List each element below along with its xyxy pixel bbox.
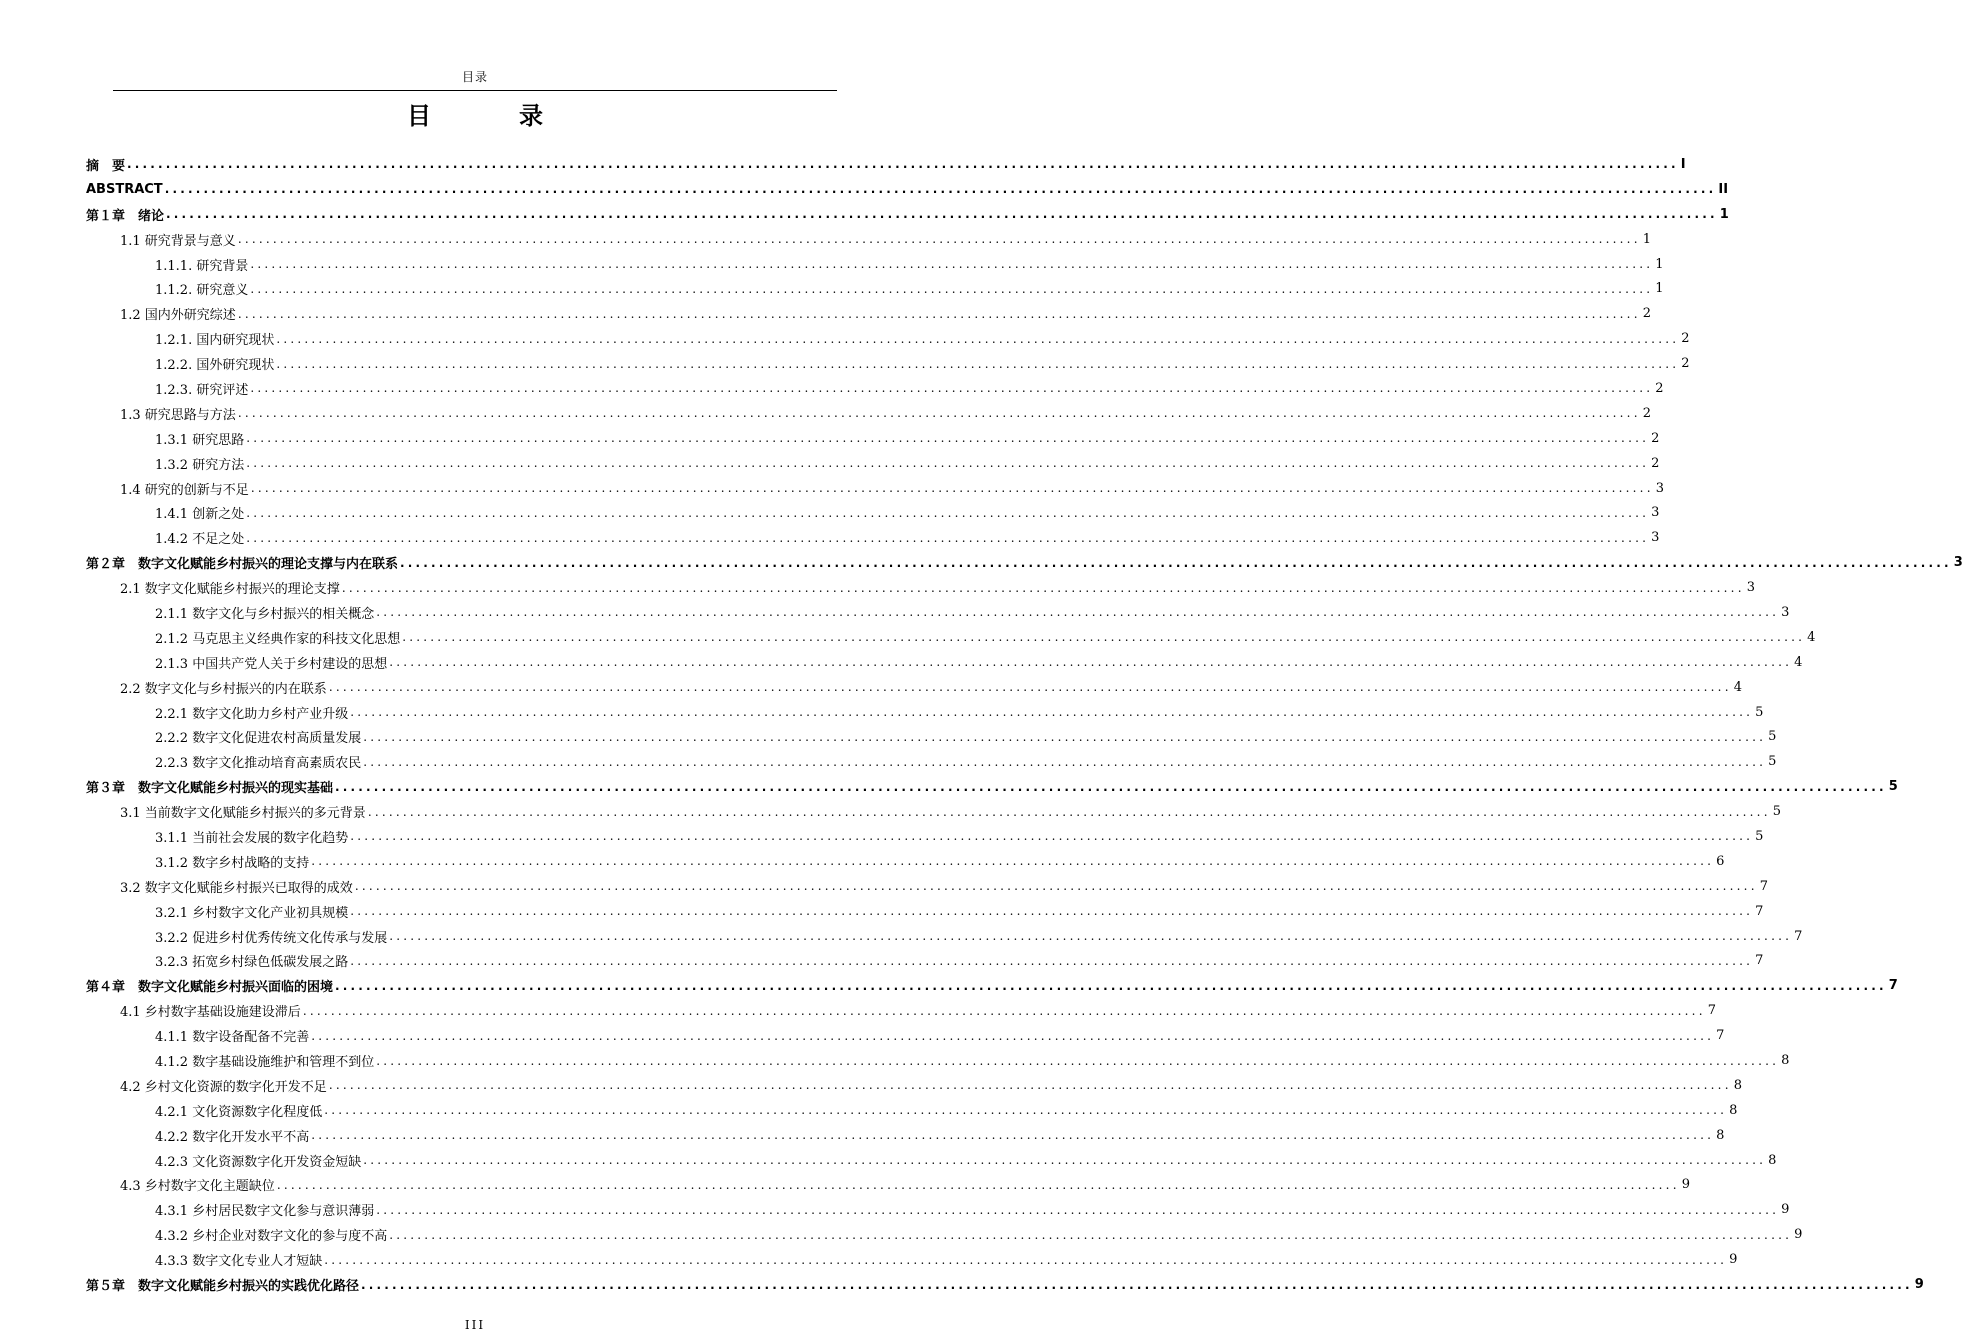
toc-entry-label: 第４章 数字文化赋能乡村振兴面临的困境 xyxy=(86,980,334,996)
toc-entry[interactable] xyxy=(86,1272,1924,1297)
toc-entry-page: 9 xyxy=(1729,1252,1738,1268)
toc-entry-page: 5 xyxy=(1768,754,1777,770)
toc-entry-label: 1.4 研究的创新与不足 xyxy=(120,482,249,498)
dot-leader: ........................................................................................................................................................................................................ xyxy=(324,1103,1728,1118)
toc-entry[interactable] xyxy=(86,749,1777,774)
dot-leader: ........................................................................................................................................................................................................ xyxy=(276,1177,1680,1192)
toc-entry[interactable] xyxy=(86,774,1898,799)
toc-entry-label: 4.2.1 文化资源数字化程度低 xyxy=(155,1104,323,1120)
toc-entry-page: 6 xyxy=(1716,853,1725,869)
toc-entry-label: 4.3.2 乡村企业对数字文化的参与度不高 xyxy=(155,1229,388,1245)
toc-entry-page: 9 xyxy=(1914,1277,1924,1293)
toc-entry-page: 8 xyxy=(1768,1152,1777,1168)
toc-entry-label: 3.1.2 数字乡村战略的支持 xyxy=(155,855,310,871)
dot-leader: ........................................................................................................................................................................................................ xyxy=(363,729,1767,744)
dot-leader: ........................................................................................................................................................................................................ xyxy=(250,481,1654,496)
dot-leader: ........................................................................................................................................................................................................ xyxy=(246,505,1650,520)
toc-entry-page: 3 xyxy=(1953,555,1963,571)
toc-entry[interactable] xyxy=(86,1073,1742,1098)
toc-entry-label: 3.1.1 当前社会发展的数字化趋势 xyxy=(155,830,349,846)
dot-leader: ........................................................................................................................................................................................................ xyxy=(302,1003,1706,1018)
toc-entry-page: 5 xyxy=(1772,804,1781,820)
dot-leader: ........................................................................................................................................................................................................ xyxy=(341,580,1745,595)
toc-entry-label: 2.1.1 数字文化与乡村振兴的相关概念 xyxy=(155,606,375,622)
toc-entry-label: 2.1.2 马克思主义经典作家的科技文化思想 xyxy=(155,631,401,647)
toc-entry-label: 1.2.3. 研究评述 xyxy=(155,382,249,398)
toc-entry-label: 2.1 数字文化赋能乡村振兴的理论支撑 xyxy=(120,582,340,598)
toc-entry-label: 4.1 乡村数字基础设施建设滞后 xyxy=(120,1005,301,1021)
toc-entry-page: 3 xyxy=(1746,580,1755,596)
dot-leader: ........................................................................................................................................................................................................ xyxy=(376,1202,1780,1217)
toc-entry-label: 摘 要 xyxy=(86,158,126,174)
dot-leader: ........................................................................................................................................................................................................ xyxy=(354,879,1758,894)
toc-entry-page: 1 xyxy=(1719,206,1729,222)
toc-entry-page: II xyxy=(1718,181,1729,197)
toc-entry-label: 1.2.1. 国内研究现状 xyxy=(155,333,275,349)
toc-entry-page: 4 xyxy=(1807,629,1816,645)
dot-leader: ........................................................................................................................................................................................................ xyxy=(363,1153,1767,1168)
toc-entry-label: 2.2 数字文化与乡村振兴的内在联系 xyxy=(120,681,327,697)
toc-entry-label: 3.2.3 拓宽乡村绿色低碳发展之路 xyxy=(155,955,349,971)
toc-entry-label: 3.2.2 促进乡村优秀传统文化传承与发展 xyxy=(155,930,388,946)
toc-entry-label: 1.3.1 研究思路 xyxy=(155,432,245,448)
dot-leader: ........................................................................................................................................................................................................ xyxy=(328,680,1732,695)
toc-entry[interactable] xyxy=(86,1098,1738,1123)
toc-entry[interactable] xyxy=(86,525,1660,550)
toc-entry-page: 7 xyxy=(1888,978,1898,994)
toc-entry-page: 7 xyxy=(1759,878,1768,894)
toc-entry-page: 7 xyxy=(1707,1003,1716,1019)
dot-leader: ........................................................................................................................................................................................................ xyxy=(335,779,1887,794)
toc-entry[interactable] xyxy=(86,451,1660,476)
dot-leader: ........................................................................................................................................................................................................ xyxy=(237,406,1641,421)
toc-entry-label: 3.1 当前数字文化赋能乡村振兴的多元背景 xyxy=(120,806,366,822)
dot-leader: ........................................................................................................................................................................................................ xyxy=(350,705,1754,720)
toc-entry-label: 2.2.1 数字文化助力乡村产业升级 xyxy=(155,706,349,722)
dot-leader: ........................................................................................................................................................................................................ xyxy=(246,456,1650,471)
toc-entry-page: 8 xyxy=(1716,1127,1725,1143)
toc-entry[interactable] xyxy=(86,824,1764,849)
toc-entry-page: 1 xyxy=(1642,231,1651,247)
dot-leader: ........................................................................................................................................................................................................ xyxy=(324,1252,1728,1267)
toc-entry[interactable] xyxy=(86,1148,1777,1173)
toc-entry-page: 2 xyxy=(1681,331,1690,347)
toc-entry[interactable] xyxy=(86,849,1725,874)
dot-leader: ........................................................................................................................................................................................................ xyxy=(311,1128,1715,1143)
toc-entry-label: 4.2.2 数字化开发水平不高 xyxy=(155,1129,310,1145)
dot-leader: ........................................................................................................................................................................................................ xyxy=(400,555,1952,570)
dot-leader: ........................................................................................................................................................................................................ xyxy=(376,605,1780,620)
toc-entry[interactable] xyxy=(86,973,1898,998)
dot-leader: ........................................................................................................................................................................................................ xyxy=(367,804,1771,819)
toc-entry-page: 2 xyxy=(1651,430,1660,446)
toc-entry-label: 第１章 绪论 xyxy=(86,208,165,224)
toc-entry-page: 8 xyxy=(1781,1053,1790,1068)
toc-entry[interactable] xyxy=(86,1173,1690,1198)
toc-entry-page: 4 xyxy=(1733,679,1742,695)
dot-leader: ........................................................................................................................................................................................................ xyxy=(237,306,1641,321)
toc-entry[interactable] xyxy=(86,675,1742,700)
toc-entry[interactable] xyxy=(86,874,1768,899)
toc-entry-page: 2 xyxy=(1681,356,1690,372)
dot-leader: ........................................................................................................................................................................................................ xyxy=(402,630,1806,645)
toc-entry-page: 5 xyxy=(1768,729,1777,745)
toc-entry[interactable] xyxy=(86,625,1816,650)
page-title: 目 录 xyxy=(407,102,575,130)
toc-entry-page: 4 xyxy=(1794,654,1803,670)
toc-entry[interactable] xyxy=(86,998,1716,1023)
toc-entry[interactable] xyxy=(86,1247,1738,1272)
toc-entry-label: 4.2 乡村文化资源的数字化开发不足 xyxy=(120,1079,327,1095)
dot-leader: ........................................................................................................................................................................................................ xyxy=(250,257,1654,271)
toc-entry-page: 7 xyxy=(1755,953,1764,969)
toc-entry[interactable] xyxy=(86,301,1651,326)
toc-entry-page: 2 xyxy=(1655,380,1664,396)
dot-leader: ........................................................................................................................................................................................................ xyxy=(363,754,1767,769)
dot-leader: ........................................................................................................................................................................................................ xyxy=(350,904,1754,919)
toc-entry-page: 9 xyxy=(1794,1227,1803,1243)
toc-entry-label: 1.1.1. 研究背景 xyxy=(155,258,249,274)
toc-entry-label: 4.3 乡村数字文化主题缺位 xyxy=(120,1179,275,1195)
toc-entry[interactable] xyxy=(86,476,1664,501)
toc-entry-page: 2 xyxy=(1651,455,1660,471)
dot-leader: ........................................................................................................................................................................................................ xyxy=(164,182,1717,197)
toc-entry-page: 1 xyxy=(1655,256,1664,272)
dot-leader: ........................................................................................................................................................................................................ xyxy=(250,381,1654,396)
toc-entry[interactable] xyxy=(86,799,1781,824)
toc-entry-label: 1.2 国内外研究综述 xyxy=(120,308,236,324)
toc-entry-page: 5 xyxy=(1755,704,1764,720)
toc-entry-page: 9 xyxy=(1781,1202,1790,1218)
dot-leader: ........................................................................................................................................................................................................ xyxy=(350,829,1754,844)
toc-entry[interactable] xyxy=(86,202,1729,227)
dot-leader: ........................................................................................................................................................................................................ xyxy=(166,207,1718,222)
toc-entry-page: 9 xyxy=(1681,1177,1690,1193)
toc-entry-label: ABSTRACT xyxy=(86,181,163,197)
dot-leader: ........................................................................................................................................................................................................ xyxy=(389,929,1793,944)
toc-entry[interactable] xyxy=(86,949,1764,974)
toc-entry-page: I xyxy=(1680,156,1686,172)
dot-leader: ........................................................................................................................................................................................................ xyxy=(350,953,1754,968)
dot-leader: ........................................................................................................................................................................................................ xyxy=(311,1028,1715,1043)
dot-leader: ........................................................................................................................................................................................................ xyxy=(361,1277,1913,1292)
toc-entry[interactable] xyxy=(86,924,1803,949)
toc-entry-label: 4.1.2 数字基础设施维护和管理不到位 xyxy=(155,1055,375,1070)
toc-entry-label: 1.1.2. 研究意义 xyxy=(155,283,249,299)
toc-entry-label: 4.1.1 数字设备配备不完善 xyxy=(155,1030,310,1046)
toc-entry-label: 1.3.2 研究方法 xyxy=(155,457,245,473)
toc-entry[interactable] xyxy=(86,1123,1725,1148)
toc-entry-page: 5 xyxy=(1755,828,1764,844)
dot-leader: ........................................................................................................................................................................................................ xyxy=(389,655,1793,670)
toc-entry-label: 1.4.2 不足之处 xyxy=(155,532,245,548)
toc-entry-page: 5 xyxy=(1888,779,1898,795)
toc-entry-label: 2.1.3 中国共产党人关于乡村建设的思想 xyxy=(155,656,388,672)
toc-entry-label: 第３章 数字文化赋能乡村振兴的现实基础 xyxy=(86,781,334,797)
dot-leader: ........................................................................................................................................................................................................ xyxy=(246,530,1650,545)
dot-leader: ........................................................................................................................................................................................................ xyxy=(237,232,1641,247)
dot-leader: ........................................................................................................................................................................................................ xyxy=(328,1078,1732,1093)
table-of-contents xyxy=(86,152,1963,1297)
toc-entry[interactable] xyxy=(86,899,1764,924)
dot-leader: ........................................................................................................................................................................................................ xyxy=(250,281,1654,296)
toc-entry-page: 7 xyxy=(1755,903,1764,919)
toc-entry[interactable] xyxy=(86,1197,1790,1222)
toc-entry-label: 第５章 数字文化赋能乡村振兴的实践优化路径 xyxy=(86,1279,360,1295)
dot-leader: ........................................................................................................................................................................................................ xyxy=(389,1227,1793,1242)
toc-entry-label: 1.2.2. 国外研究现状 xyxy=(155,358,275,374)
toc-entry[interactable] xyxy=(86,1023,1725,1048)
toc-entry[interactable] xyxy=(86,376,1664,401)
toc-entry-page: 1 xyxy=(1655,281,1664,297)
toc-entry-page: 3 xyxy=(1655,480,1664,496)
dot-leader: ........................................................................................................................................................................................................ xyxy=(335,978,1887,993)
toc-entry-label: 1.3 研究思路与方法 xyxy=(120,407,236,423)
toc-entry-label: 4.3.1 乡村居民数字文化参与意识薄弱 xyxy=(155,1204,375,1220)
dot-leader: ........................................................................................................................................................................................................ xyxy=(276,331,1680,346)
toc-entry[interactable] xyxy=(86,351,1690,376)
toc-entry-page: 2 xyxy=(1642,405,1651,421)
page-number: III xyxy=(464,1318,486,1332)
toc-entry[interactable] xyxy=(86,276,1664,301)
toc-entry-label: 2.2.3 数字文化推动培育高素质农民 xyxy=(155,756,362,772)
toc-entry-label: 2.2.2 数字文化促进农村高质量发展 xyxy=(155,731,362,747)
toc-entry[interactable] xyxy=(86,326,1690,351)
toc-entry-page: 7 xyxy=(1716,1028,1725,1044)
toc-entry-label: 3.2.1 乡村数字文化产业初具规模 xyxy=(155,905,349,921)
toc-entry[interactable] xyxy=(86,252,1664,277)
toc-entry-page: 7 xyxy=(1794,928,1803,944)
toc-entry-page: 3 xyxy=(1651,530,1660,546)
toc-entry[interactable] xyxy=(86,700,1764,725)
toc-entry-page: 8 xyxy=(1729,1102,1738,1118)
toc-entry[interactable] xyxy=(86,600,1790,625)
dot-leader: ........................................................................................................................................................................................................ xyxy=(311,854,1715,869)
header-divider xyxy=(113,90,837,91)
toc-entry[interactable] xyxy=(86,724,1777,749)
toc-entry[interactable] xyxy=(86,227,1651,252)
dot-leader: ........................................................................................................................................................................................................ xyxy=(376,1053,1780,1068)
toc-entry-page: 2 xyxy=(1642,306,1651,322)
toc-entry-label: 4.2.3 文化资源数字化开发资金短缺 xyxy=(155,1154,362,1170)
toc-entry[interactable] xyxy=(86,1048,1790,1073)
dot-leader: ........................................................................................................................................................................................................ xyxy=(246,431,1650,446)
toc-entry-label: 1.1 研究背景与意义 xyxy=(120,233,236,249)
toc-entry-page: 8 xyxy=(1733,1077,1742,1093)
dot-leader: ........................................................................................................................................................................................................ xyxy=(276,356,1680,371)
toc-entry-page: 3 xyxy=(1651,505,1660,521)
toc-entry-page: 3 xyxy=(1781,604,1790,620)
toc-entry[interactable] xyxy=(86,401,1651,426)
toc-entry-label: 3.2 数字文化赋能乡村振兴已取得的成效 xyxy=(120,880,353,896)
dot-leader: ........................................................................................................................................................................................................ xyxy=(127,157,1679,172)
toc-entry[interactable] xyxy=(86,426,1660,451)
toc-entry[interactable] xyxy=(86,1222,1803,1247)
toc-entry[interactable] xyxy=(86,575,1755,600)
toc-entry[interactable] xyxy=(86,177,1729,202)
toc-entry-label: 4.3.3 数字文化专业人才短缺 xyxy=(155,1254,323,1270)
toc-entry-label: 第２章 数字文化赋能乡村振兴的理论支撑与内在联系 xyxy=(86,557,399,573)
toc-entry[interactable] xyxy=(86,500,1660,525)
toc-entry[interactable] xyxy=(86,650,1803,675)
toc-entry[interactable] xyxy=(86,550,1963,575)
toc-entry-label: 1.4.1 创新之处 xyxy=(155,507,245,523)
running-header: 目录 xyxy=(461,70,488,84)
toc-entry[interactable] xyxy=(86,152,1686,177)
